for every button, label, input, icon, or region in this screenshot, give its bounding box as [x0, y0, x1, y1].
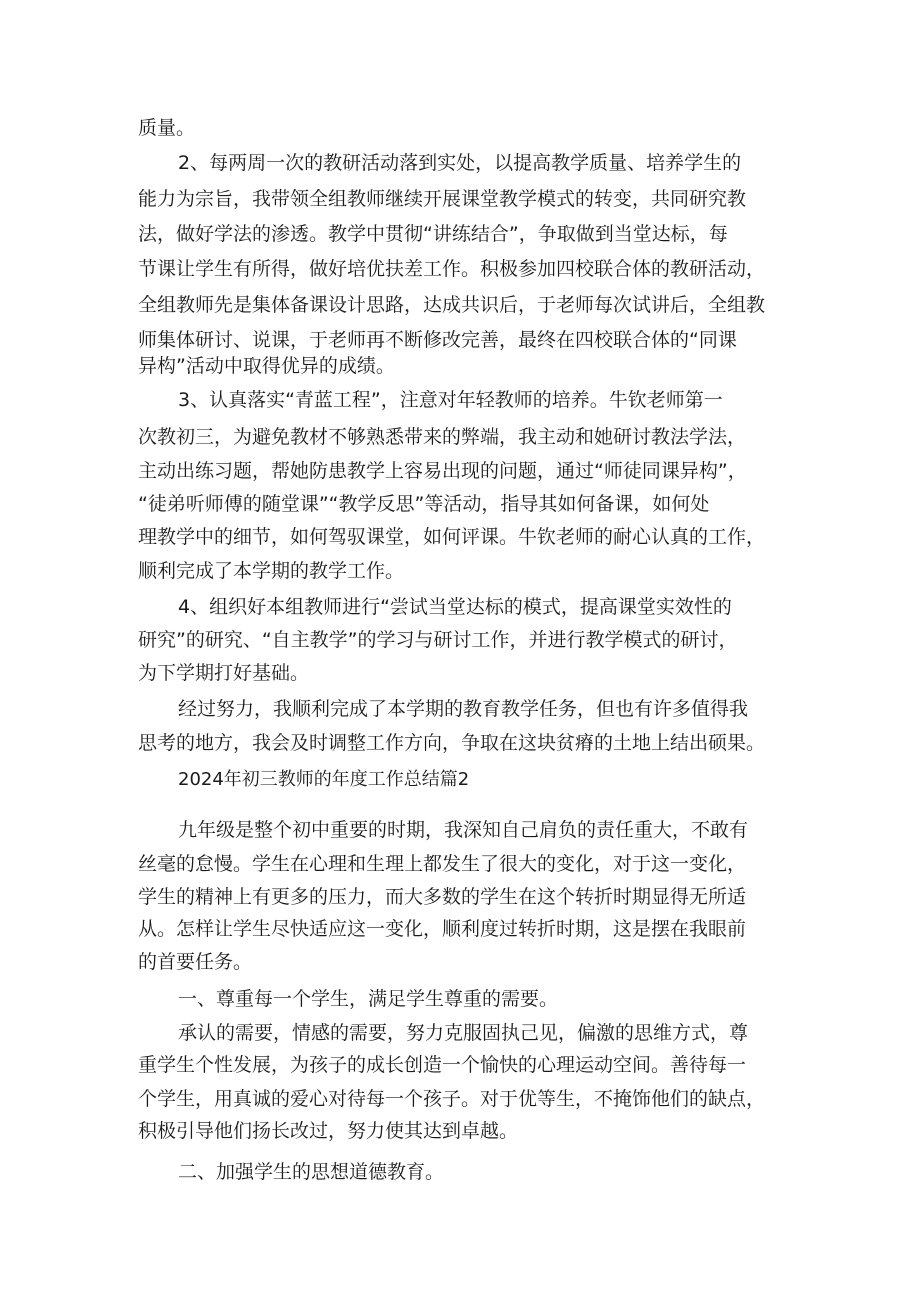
text-line: 法，做好学法的渗透。教学中贯彻“讲练结合”，争取做到当堂达标，每 — [138, 223, 728, 245]
text-line: 的首要任务。 — [138, 951, 253, 973]
text-line: 质量。 — [138, 117, 196, 139]
text-line: 积极引导他们扬长改过，努力使其达到卓越。 — [138, 1120, 519, 1142]
text-line: 师集体研讨、说课，于老师再不断修改完善，最终在四校联合体的“同课 — [138, 329, 737, 351]
text-line: 理教学中的细节，如何驾驭课堂，如何评课。牛钦老师的耐心认真的工作， — [138, 526, 766, 548]
text-line: 节课让学生有所得，做好培优扶差工作。积极参加四校联合体的教研活动， — [138, 258, 766, 280]
text-line: 承认的需要，情感的需要，努力克服固执己见，偏激的思维方式，尊 — [178, 1022, 749, 1044]
text-line: 全组教师先是集体备课设计思路，达成共识后，于老师每次试讲后，全组教 — [138, 294, 766, 316]
text-line: 异构”活动中取得优异的成绩。 — [138, 355, 395, 377]
text-line: 为下学期打好基础。 — [138, 662, 310, 684]
text-line: 3、认真落实“青蓝工程”，注意对年轻教师的培养。牛钦老师第一 — [178, 389, 723, 411]
text-line: 九年级是整个初中重要的时期，我深知自己肩负的责任重大，不敢有 — [178, 819, 749, 841]
text-line: 能力为宗旨，我带领全组教师继续开展课堂教学模式的转变，共同研究教 — [138, 188, 747, 210]
text-line: 从。怎样让学生尽快适应这一变化，顺利度过转折时期，这是摆在我眼前 — [138, 918, 747, 940]
text-line: 2、每两周一次的教研活动落到实处，以提高教学质量、培养学生的 — [178, 152, 742, 174]
text-line: 丝毫的怠慢。学生在心理和生理上都发生了很大的变化，对于这一变化， — [138, 853, 747, 875]
text-line: 4、组织好本组教师进行“尝试当堂达标的模式，提高课堂实效性的 — [178, 596, 732, 618]
section-title: 2024年初三教师的年度工作总结篇2 — [178, 769, 470, 790]
text-line: “徒弟听师傅的随堂课”“教学反思”等活动，指导其如何备课，如何处 — [138, 493, 710, 515]
text-line: 研究”的研究、“自主教学”的学习与研讨工作，并进行教学模式的研讨， — [138, 629, 738, 651]
text-line: 顺利完成了本学期的教学工作。 — [138, 560, 405, 582]
text-line: 一、尊重每一个学生，满足学生尊重的需要。 — [178, 988, 559, 1010]
text-line: 二、加强学生的思想道德教育。 — [178, 1161, 445, 1183]
text-line: 主动出练习题，帮她防患教学上容易出现的问题，通过“师徒同课异构”， — [138, 460, 747, 482]
text-line: 次教初三，为避免教材不够熟悉带来的弊端，我主动和她研讨教法学法， — [138, 426, 747, 448]
text-line: 学生的精神上有更多的压力，而大多数的学生在这个转折时期显得无所适 — [138, 886, 747, 908]
text-line: 经过努力，我顺利完成了本学期的教育教学任务，但也有许多值得我 — [178, 698, 749, 720]
text-line: 思考的地方，我会及时调整工作方向，争取在这块贫瘠的土地上结出硕果。 — [138, 732, 766, 754]
text-line: 重学生个性发展，为孩子的成长创造一个愉快的心理运动空间。善待每一 — [138, 1054, 747, 1076]
text-line: 个学生，用真诚的爱心对待每一个孩子。对于优等生，不掩饰他们的缺点， — [138, 1088, 766, 1110]
